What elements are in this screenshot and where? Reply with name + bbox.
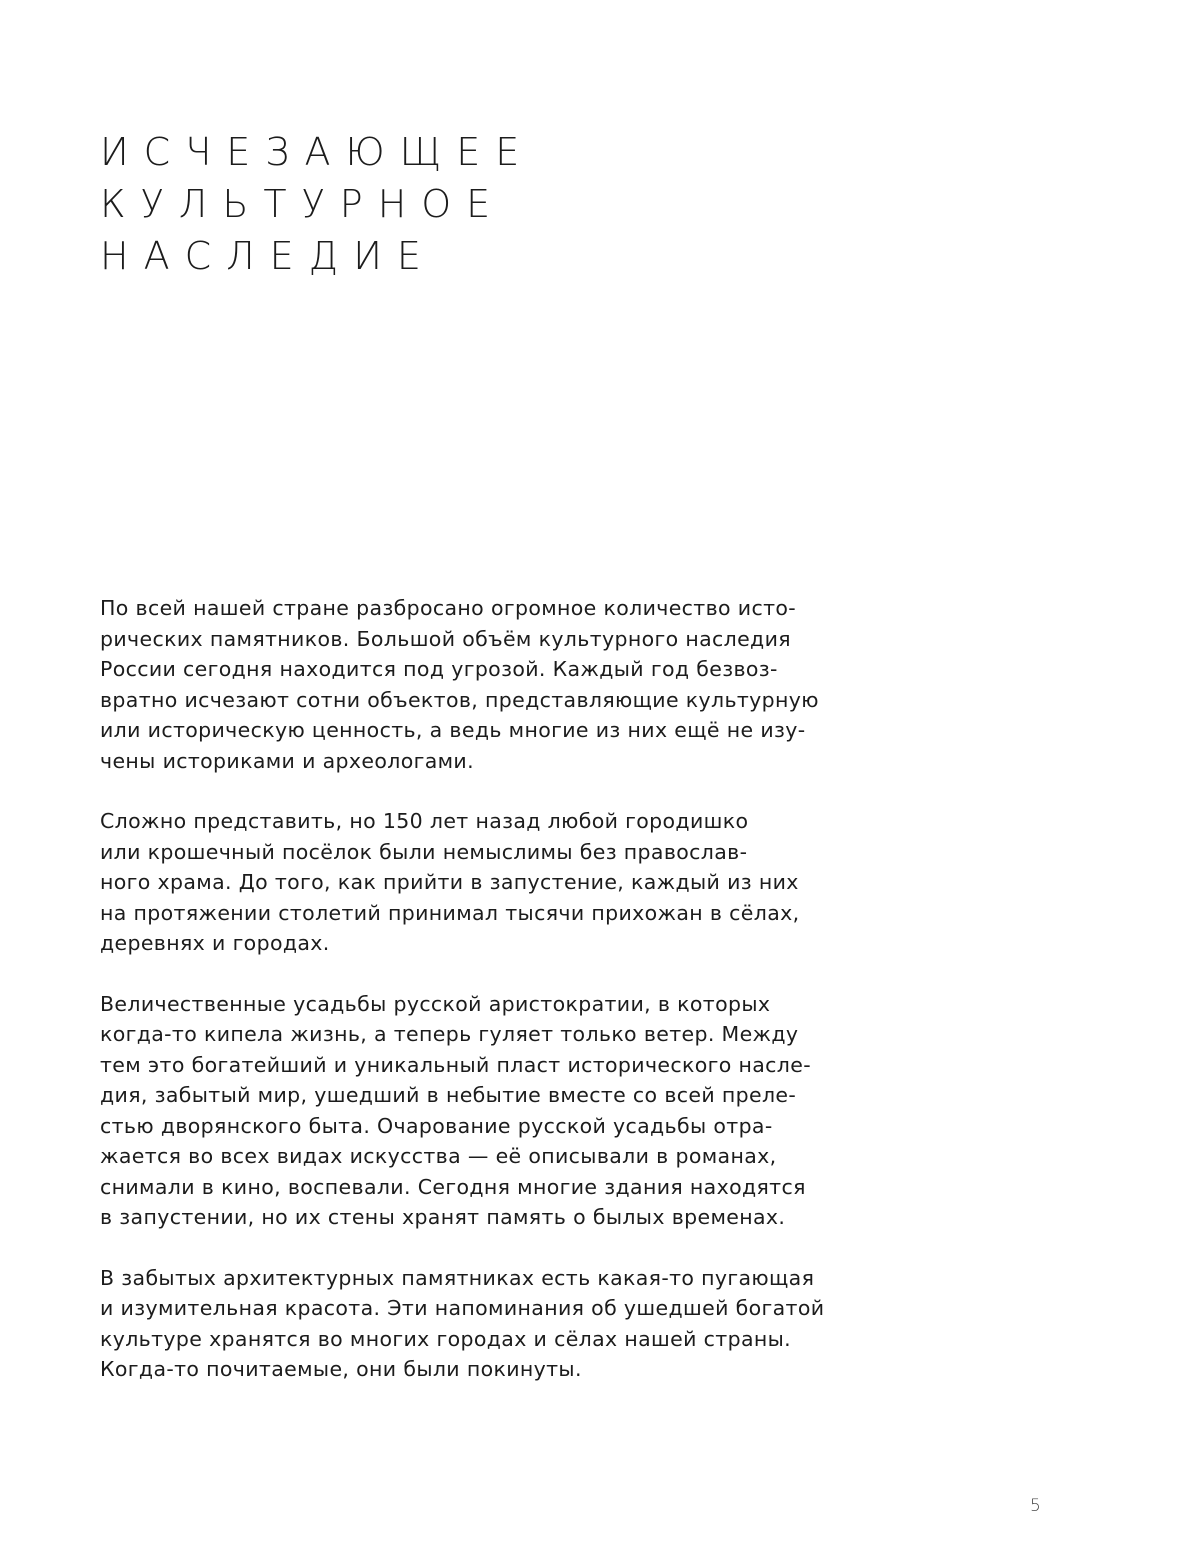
body-text xyxy=(100,593,920,1415)
page-title xyxy=(100,126,534,282)
text-line: в запустении, но их стены хранят память о былых временах. xyxy=(100,1205,786,1229)
text-line: жается во всех видах искусства — её описывали в романах, xyxy=(100,1144,777,1168)
text-line: тем это богатейший и уникальный пласт исторического насле- xyxy=(100,1052,811,1077)
title-line: ИСЧЕЗАЮЩЕЕ xyxy=(100,130,535,174)
text-line: ного храма. До того, как прийти в запустение, каждый из них xyxy=(100,870,799,894)
paragraph xyxy=(100,593,920,776)
title-line: КУЛЬТУРНОЕ xyxy=(100,182,506,226)
text-line: России сегодня находится под угрозой. Каждый год безвоз- xyxy=(100,657,778,681)
text-line: стью дворянского быта. Очарование русской усадьбы отра- xyxy=(100,1113,773,1138)
page-number: 5 xyxy=(1030,1496,1041,1516)
text-line: снимали в кино, воспевали. Сегодня многие здания находятся xyxy=(100,1174,806,1199)
text-line: рических памятников. Большой объём культурного наследия xyxy=(100,626,791,651)
paragraph xyxy=(100,1263,920,1385)
paragraph xyxy=(100,989,920,1233)
text-line: вратно исчезают сотни объектов, представляющие культурную xyxy=(100,687,819,712)
title-line: НАСЛЕДИЕ xyxy=(100,234,436,278)
text-line: чены историками и археологами. xyxy=(100,748,474,773)
text-line: или крошечный посёлок были немыслимы без православ- xyxy=(100,839,748,864)
text-line: культуре хранятся во многих городах и сёлах нашей страны. xyxy=(100,1326,792,1351)
text-line: или историческую ценность, а ведь многие из них ещё не изу- xyxy=(100,718,806,742)
text-line: и изумительная красота. Эти напоминания об ушедшей богатой xyxy=(100,1296,825,1320)
text-line: В забытых архитектурных памятниках есть какая-то пугающая xyxy=(100,1265,815,1290)
text-line: когда-то кипела жизнь, а теперь гуляет только ветер. Между xyxy=(100,1022,799,1046)
text-line: Сложно представить, но 150 лет назад любой городишко xyxy=(100,809,749,833)
text-line: Когда-то почитаемые, они были покинуты. xyxy=(100,1357,582,1381)
text-line: дия, забытый мир, ушедший в небытие вместе со всей преле- xyxy=(100,1083,797,1107)
text-line: деревнях и городах. xyxy=(100,931,330,955)
text-line: на протяжении столетий принимал тысячи прихожан в сёлах, xyxy=(100,900,800,925)
text-line: Величественные усадьбы русской аристократии, в которых xyxy=(100,991,771,1016)
paragraph xyxy=(100,806,920,959)
text-line: По всей нашей стране разбросано огромное количество исто- xyxy=(100,596,796,620)
